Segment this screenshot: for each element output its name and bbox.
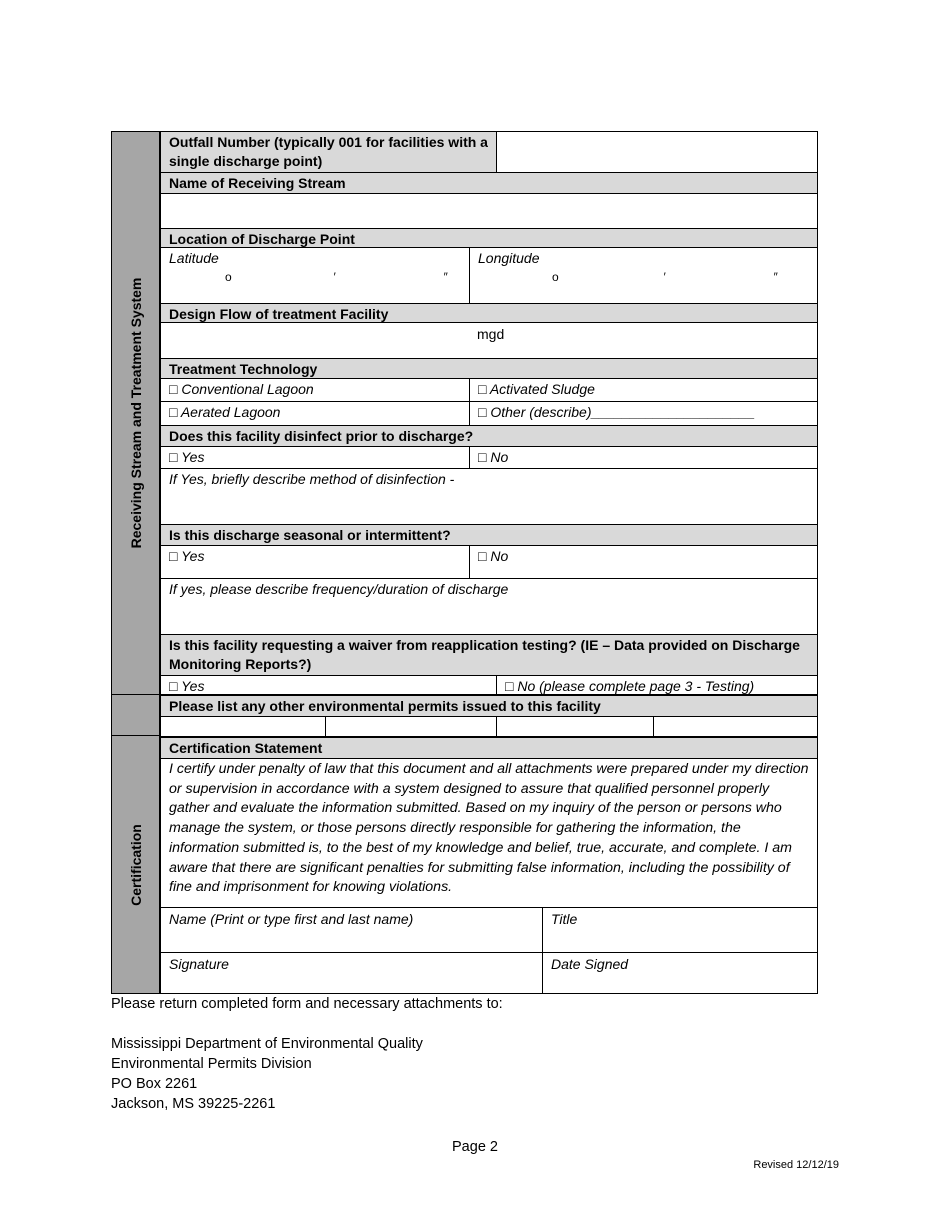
disinfect-answer-row: [160, 446, 818, 468]
disinfect-no-option[interactable]: □ No: [478, 449, 509, 465]
longitude-field[interactable]: [470, 248, 817, 303]
name-title-row: [160, 907, 818, 952]
outfall-number-field[interactable]: [497, 132, 817, 173]
name-field[interactable]: [161, 908, 542, 952]
option-aerated-lagoon[interactable]: □ Aerated Lagoon: [169, 404, 281, 420]
address-line-4: Jackson, MS 39225-2261: [111, 1096, 276, 1112]
seasonal-header: Is this discharge seasonal or intermittent?: [160, 524, 818, 545]
disinfect-header: Does this facility disinfect prior to discharge?: [160, 425, 818, 446]
latitude-field[interactable]: [161, 248, 469, 303]
receiving-stream-field[interactable]: [160, 193, 818, 228]
latitude-degree-mark: o: [225, 270, 232, 284]
treatment-row-2: [160, 401, 818, 425]
location-row: [160, 247, 818, 303]
title-field[interactable]: [543, 908, 817, 952]
signature-label: Signature: [169, 956, 229, 972]
outfall-row: [160, 131, 818, 173]
permit-field-1[interactable]: [161, 717, 326, 736]
seasonal-answer-row: [160, 545, 818, 578]
seasonal-yes-option[interactable]: □ Yes: [169, 548, 205, 564]
outfall-label: Outfall Number (typically 001 for facilities with a single discharge point): [161, 132, 497, 173]
address-line-1: Mississippi Department of Environmental Quality: [111, 1036, 423, 1052]
waiver-answer-row: [160, 675, 818, 695]
permits-row: [160, 716, 818, 736]
signature-field[interactable]: [161, 953, 542, 993]
longitude-second-mark: ″: [773, 270, 778, 284]
title-label: Title: [551, 911, 578, 927]
longitude-degree-mark: o: [552, 270, 559, 284]
date-label: Date Signed: [551, 956, 629, 972]
receiving-stream-header: Name of Receiving Stream: [160, 172, 818, 193]
treatment-row-1: [160, 378, 818, 401]
side-bar-permits: [111, 694, 160, 736]
treatment-header: Treatment Technology: [160, 358, 818, 378]
latitude-minute-mark: ′: [333, 270, 336, 284]
longitude-label: Longitude: [478, 250, 540, 266]
option-conventional-lagoon[interactable]: □ Conventional Lagoon: [169, 381, 314, 397]
revision-date: Revised 12/12/19: [753, 1159, 839, 1171]
disinfect-describe-field[interactable]: [160, 468, 818, 524]
name-label: Name (Print or type first and last name): [169, 911, 414, 927]
waiver-no-option[interactable]: □ No (please complete page 3 - Testing): [505, 678, 755, 694]
disinfect-describe-label: If Yes, briefly describe method of disinfection -: [169, 471, 455, 487]
waiver-header: Is this facility requesting a waiver from reapplication testing? (IE – Data provided on Discharge Monitoring Reports?): [160, 634, 818, 675]
location-header: Location of Discharge Point: [160, 228, 818, 248]
latitude-second-mark: ″: [443, 270, 448, 284]
longitude-minute-mark: ′: [663, 270, 666, 284]
permit-field-3[interactable]: [497, 717, 654, 736]
side-bar-certification: [111, 735, 160, 994]
seasonal-no-option[interactable]: □ No: [478, 548, 509, 564]
seasonal-describe-field[interactable]: [160, 578, 818, 634]
certification-header: Certification Statement: [160, 736, 818, 758]
address-line-2: Environmental Permits Division: [111, 1056, 312, 1072]
permit-field-2[interactable]: [326, 717, 497, 736]
date-field[interactable]: [543, 953, 817, 993]
option-other[interactable]: □ Other (describe)_____________________: [478, 404, 755, 420]
disinfect-yes-option[interactable]: □ Yes: [169, 449, 205, 465]
side-label-receiving: Receiving Stream and Treatment System: [127, 277, 144, 549]
permit-field-4[interactable]: [654, 717, 817, 736]
latitude-label: Latitude: [169, 250, 219, 266]
page-number: Page 2: [452, 1139, 498, 1155]
address-line-3: PO Box 2261: [111, 1076, 198, 1092]
return-instructions: Please return completed form and necessary attachments to:: [111, 996, 503, 1012]
option-activated-sludge[interactable]: □ Activated Sludge: [478, 381, 595, 397]
design-flow-header: Design Flow of treatment Facility: [160, 303, 818, 323]
design-flow-unit: mgd: [477, 326, 505, 342]
seasonal-describe-label: If yes, please describe frequency/duration of discharge: [169, 581, 509, 597]
side-label-certification: Certification: [127, 823, 144, 906]
side-bar-receiving: [111, 131, 160, 695]
design-flow-field[interactable]: [160, 322, 818, 358]
permits-header: Please list any other environmental permits issued to this facility: [160, 694, 818, 716]
signature-date-row: [160, 952, 818, 994]
waiver-yes-option[interactable]: □ Yes: [169, 678, 205, 694]
certification-statement: I certify under penalty of law that this document and all attachments were prepared under my direction or supervision in accordance with a system designed to assure that qualified personnel properly gather and evaluate the information submitted. Based on my inquiry of the person or persons who manage the system, or those persons directly responsible for gathering the information, the information submitted is, to the best of my knowledge and belief, true, accurate, and complete. I am aware that there are significant penalties for submitting false information, including the possibility of fine and imprisonment for knowing violations.: [169, 761, 809, 896]
certification-statement-box: [160, 758, 818, 907]
